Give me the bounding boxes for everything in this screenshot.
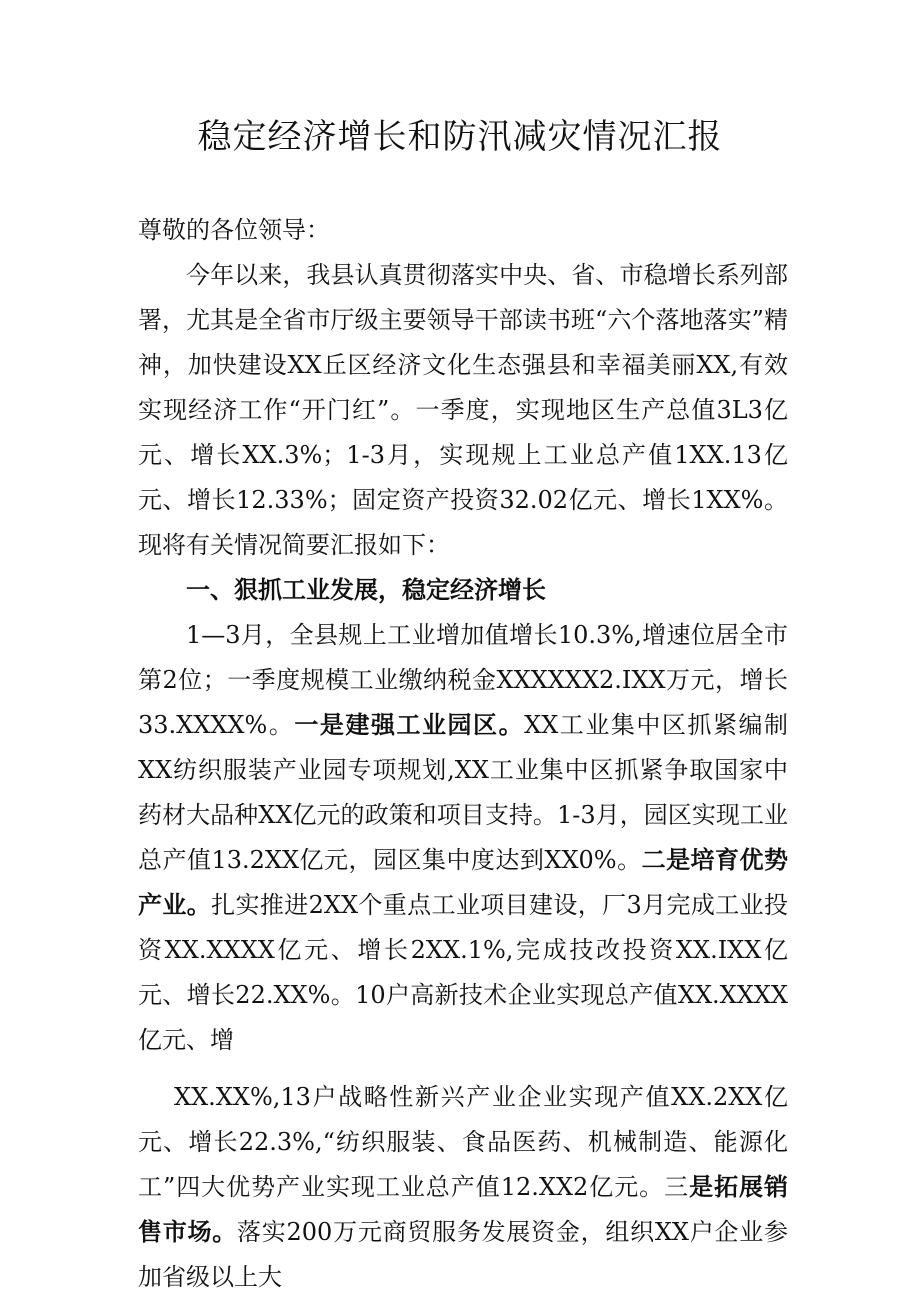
paragraph-2-text-c: 落实200万元商贸服务发展资金，组织XX户企业参加省级以上大 (138, 1218, 789, 1291)
paragraph-1 (138, 613, 788, 1063)
salutation: 尊敬的各位领导： (138, 216, 330, 244)
intro-paragraph: 今年以来，我县认真贯彻落实中央、省、市稳增长系列部署，尤其是全省市厅级主要领导干部读书班“六个落地落实”精神，加快建设XX丘区经济文化生态强县和幸福美丽XX,有效实现经济工作“开门红”。一季度，实现地区生产总值3L3亿元、增长XX.3%；1-3月，实现规上工业总产值1XX.13亿元、增长12.33%；固定资产投资32.02亿元、增长1XX%。现将有关情况简要汇报如下： (138, 261, 788, 559)
paragraph-1-bold-b: 一是建强工业园区。 (294, 711, 525, 739)
paragraph-2-bold-b: 是拓展销售市场。 (138, 1173, 788, 1246)
paragraph-1-bold-d: 二是培育优势产业。 (138, 846, 789, 919)
document-body (138, 208, 788, 1300)
paragraph-2 (138, 1075, 788, 1300)
section-heading: 一、狠抓工业发展，稳定经济增长 (186, 576, 546, 604)
paragraph-1-text-a: 1—3月，全县规上工业增加值增长10.3%,增速位居全市第2位；一季度规模工业缴纳税金XXXXXX2.IXX万元，增长33.XXXX%。 (138, 621, 788, 739)
page-title: 稳定经济增长和防汛减灾情况汇报 (197, 117, 723, 157)
paragraph-2-text-a: XX.XX%,13户战略性新兴产业企业实现产值XX.2XX亿元、增长22.3%,“纺织服装、食品医药、机械制造、能源化工”四大优势产业实现工业总产值12.XX2亿元。三 (138, 1083, 788, 1201)
paragraph-1-text-e: 扎实推进2XX个重点工业项目建设，厂3月完成工业投资XX.XXXX亿元、增长2XX.1%,完成技改投资XX.IXX亿元、增长22.XX%。10户高新技术企业实现总产值XX.XXXX亿元、增 (138, 891, 789, 1054)
paragraph-1-text-c: XX工业集中区抓紧编制XX纺织服装产业园专项规划,XX工业集中区抓紧争取国家中药材大品种XX亿元的政策和项目支持。1-3月，园区实现工业总产值13.2XX亿元，园区集中度达到XX0%。 (138, 711, 789, 874)
